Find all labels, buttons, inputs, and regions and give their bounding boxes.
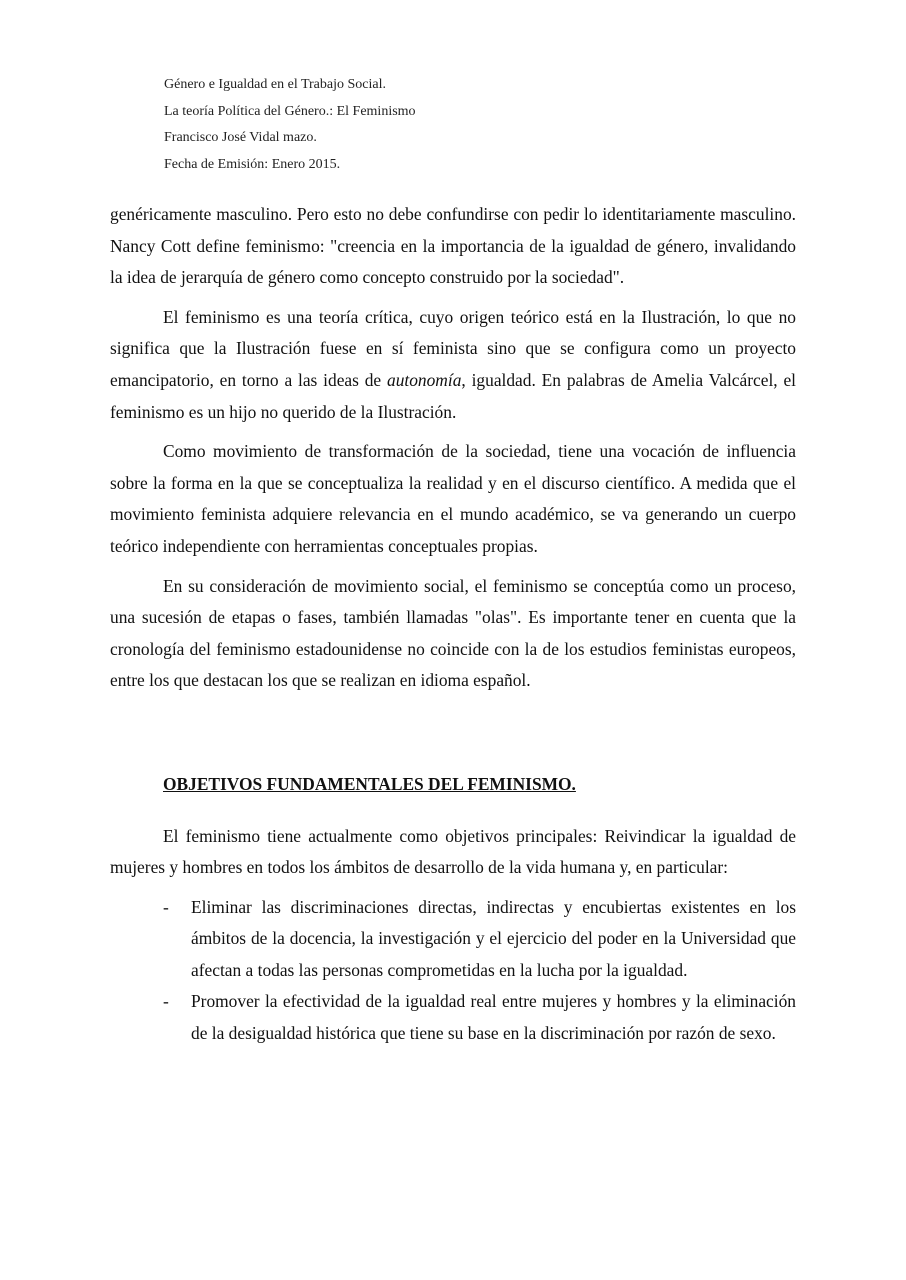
section-heading: OBJETIVOS FUNDAMENTALES DEL FEMINISMO. (163, 773, 576, 794)
paragraph-cott-definition: genéricamente masculino. Pero esto no debe confundirse con pedir lo identitariamente masculino. Nancy Cott define feminismo: "creencia en la importancia de la igualdad de género, invalidando la idea de jerarquía de género como concepto construido por la sociedad". (110, 204, 796, 288)
paragraph-critical-theory-text-a: El feminismo es una teoría crítica, cuyo origen teórico está en la Ilustración, lo que no significa que la Ilustración fuese en sí feminista sino que se configura como un proyecto emancipatorio, en torno a las ideas de (110, 306, 796, 390)
paragraph-waves: En su consideración de movimiento social, el feminismo se conceptúa como un proceso, una sucesión de etapas o fases, también llamadas "olas". Es importante tener en cuenta que la cronología del feminismo estadounidense no coincide con la de los estudios feministas europeos, entre los que destacan los que se realizan en idioma español. (110, 575, 796, 691)
header-topic-title: La teoría Política del Género.: El Feminismo (164, 103, 416, 119)
paragraph-critical-theory (110, 302, 796, 428)
header-author: Francisco José Vidal mazo. (164, 130, 317, 145)
bullet-marker: - (163, 896, 169, 917)
list-item-text: Eliminar las discriminaciones directas, indirectas y encubiertas existentes en los ámbitos de la docencia, la investigación y el ejercicio del poder en la Universidad que afectan a todas las personas comprometidas en la lucha por la igualdad. (191, 896, 796, 980)
paragraph-objectives-intro: El feminismo tiene actualmente como objetivos principales: Reivindicar la igualdad de mujeres y hombres en todos los ámbitos de desarrollo de la vida humana y, en particular: (110, 825, 796, 878)
objectives-list (110, 892, 796, 1050)
document-header (164, 72, 416, 178)
emphasis-autonomia: autonomía (387, 369, 462, 390)
header-issue-date: Fecha de Emisión: Enero 2015. (164, 156, 341, 172)
paragraph-social-movement: Como movimiento de transformación de la sociedad, tiene una vocación de influencia sobre la forma en la que se conceptualiza la realidad y en el discurso científico. A medida que el movimiento feminista adquiere relevancia en el mundo académico, se va generando un cuerpo teórico independiente con herramientas conceptuales propias. (110, 441, 796, 556)
header-course-title: Género e Igualdad en el Trabajo Social. (164, 77, 386, 92)
list-item (110, 892, 796, 987)
bullet-marker: - (163, 991, 169, 1012)
paragraph-critical-theory-text-b: , igualdad. En palabras de Amelia Valcárcel, el feminismo es un hijo no querido de la Ilustración. (110, 369, 797, 422)
document-body (110, 199, 796, 1050)
list-item (110, 986, 796, 1049)
list-item-text: Promover la efectividad de la igualdad real entre mujeres y hombres y la eliminación de la desigualdad histórica que tiene su base en la discriminación por razón de sexo. (191, 991, 796, 1044)
